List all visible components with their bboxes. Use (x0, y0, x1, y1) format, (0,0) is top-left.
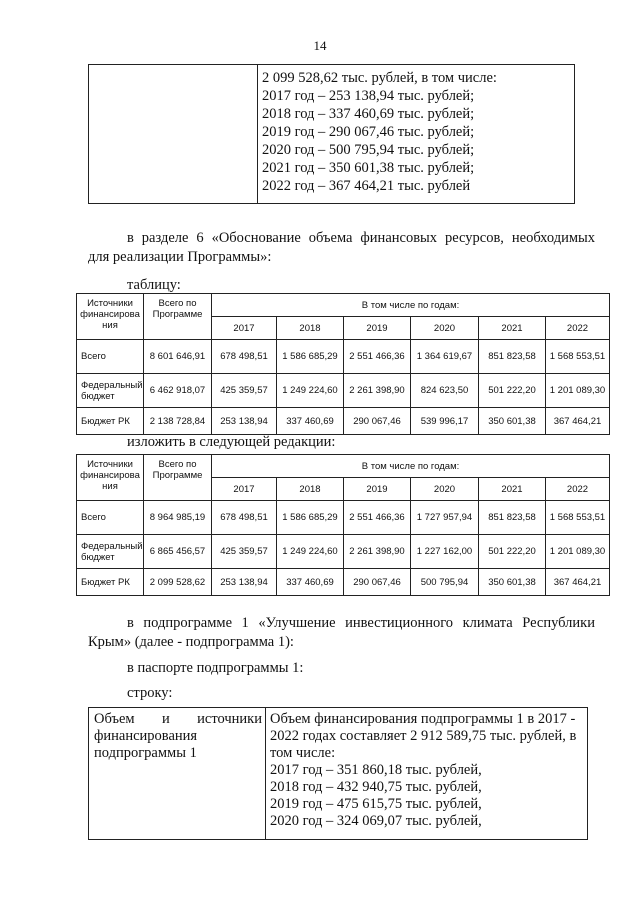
header-year: 2018 (277, 478, 344, 501)
label-table: таблицу: (127, 277, 181, 293)
header-year: 2019 (344, 478, 411, 501)
row-label: Бюджет РК (77, 569, 144, 596)
passport-label: в паспорте подпрограммы 1: (127, 660, 304, 676)
text-line: 2022 годах составляет 2 912 589,75 тыс. рублей, в (270, 728, 577, 744)
header-year: 2022 (546, 478, 610, 501)
cell-total: 8 964 985,19 (144, 501, 212, 535)
cell-value: 2 551 466,36 (344, 340, 411, 374)
header-year: 2020 (411, 317, 479, 340)
cell-value: 2 261 398,90 (344, 374, 411, 408)
row-label: Всего (77, 340, 144, 374)
header-years: В том числе по годам: (212, 455, 610, 478)
cell-total: 8 601 646,91 (144, 340, 212, 374)
financing-table-old (76, 293, 610, 435)
table-row (77, 569, 610, 596)
cell-value: 1 201 089,30 (546, 535, 610, 569)
cell-value: 678 498,51 (212, 340, 277, 374)
subprogram-label-cell (89, 708, 266, 840)
row-label: Бюджет РК (77, 408, 144, 435)
text-line: Объем финансирования подпрограммы 1 в 2017 - (270, 711, 576, 727)
header-year: 2018 (277, 317, 344, 340)
header-source: Источники финансирова ния (77, 294, 144, 340)
table-row (77, 340, 610, 374)
cell-value: 350 601,38 (479, 569, 546, 596)
text-line: 2018 год – 432 940,75 тыс. рублей, (270, 779, 482, 795)
header-year: 2021 (479, 317, 546, 340)
table-row (77, 408, 610, 435)
cell-value: 253 138,94 (212, 569, 277, 596)
table-row (77, 501, 610, 535)
cell-total: 2 138 728,84 (144, 408, 212, 435)
cell-value: 1 249 224,60 (277, 535, 344, 569)
header-year: 2017 (212, 317, 277, 340)
cell-value: 367 464,21 (546, 408, 610, 435)
cell-value: 1 364 619,67 (411, 340, 479, 374)
row-label: Федеральный бюджет (77, 374, 144, 408)
cell-value: 1 249 224,60 (277, 374, 344, 408)
cell-value: 425 359,57 (212, 374, 277, 408)
cell-value: 1 727 957,94 (411, 501, 479, 535)
cell-value: 1 586 685,29 (277, 340, 344, 374)
cell-value: 2 551 466,36 (344, 501, 411, 535)
summary-text-cell (258, 65, 575, 204)
cell-value: 253 138,94 (212, 408, 277, 435)
subprogram-paragraph-line2: Крым» (далее - подпрограмма 1): (88, 634, 294, 650)
financing-table-new (76, 454, 610, 596)
section6-paragraph-line1: в разделе 6 «Обоснование объема финансовых ресурсов, необходимых (127, 230, 595, 246)
header-year: 2021 (479, 478, 546, 501)
label-line: Объем и источники (94, 711, 262, 727)
cell-value: 1 586 685,29 (277, 501, 344, 535)
cell-value: 350 601,38 (479, 408, 546, 435)
section6-paragraph-line2: для реализации Программы»: (88, 249, 272, 265)
header-total: Всего по Программе (144, 455, 212, 501)
cell-total: 6 865 456,57 (144, 535, 212, 569)
summary-line: 2017 год – 253 138,94 тыс. рублей; (262, 88, 475, 104)
summary-line: 2018 год – 337 460,69 тыс. рублей; (262, 106, 475, 122)
page-number: 14 (313, 38, 327, 53)
label-line: финансирования (94, 728, 198, 744)
header-year: 2020 (411, 478, 479, 501)
text-line: 2020 год – 324 069,07 тыс. рублей, (270, 813, 482, 829)
row-label: Всего (77, 501, 144, 535)
row-label-text: строку: (127, 685, 173, 701)
cell-total: 6 462 918,07 (144, 374, 212, 408)
cell-value: 337 460,69 (277, 408, 344, 435)
summary-line: 2021 год – 350 601,38 тыс. рублей; (262, 160, 475, 176)
subprogram-text-cell (266, 708, 588, 840)
header-year: 2017 (212, 478, 277, 501)
cell-value: 290 067,46 (344, 569, 411, 596)
cell-value: 1 227 162,00 (411, 535, 479, 569)
summary-line: 2 099 528,62 тыс. рублей, в том числе: (262, 70, 497, 86)
cell-value: 1 568 553,51 (546, 340, 610, 374)
cell-value: 290 067,46 (344, 408, 411, 435)
table-row (77, 374, 610, 408)
cell-value: 425 359,57 (212, 535, 277, 569)
summary-line: 2019 год – 290 067,46 тыс. рублей; (262, 124, 475, 140)
cell-value: 851 823,58 (479, 501, 546, 535)
cell-value: 824 623,50 (411, 374, 479, 408)
cell-total: 2 099 528,62 (144, 569, 212, 596)
cell-value: 1 201 089,30 (546, 374, 610, 408)
row-label: Федеральный бюджет (77, 535, 144, 569)
table-row (77, 535, 610, 569)
header-year: 2019 (344, 317, 411, 340)
cell-value: 678 498,51 (212, 501, 277, 535)
cell-value: 501 222,20 (479, 535, 546, 569)
cell-value: 367 464,21 (546, 569, 610, 596)
subprogram-paragraph-line1: в подпрограмме 1 «Улучшение инвестиционного климата Республики (127, 615, 595, 631)
cell-value: 851 823,58 (479, 340, 546, 374)
label-new-edition: изложить в следующей редакции: (127, 434, 336, 450)
summary-line: 2022 год – 367 464,21 тыс. рублей (262, 178, 471, 194)
text-line: том числе: (270, 745, 336, 761)
text-line: 2017 год – 351 860,18 тыс. рублей, (270, 762, 482, 778)
header-total: Всего по Программе (144, 294, 212, 340)
cell-value: 337 460,69 (277, 569, 344, 596)
text-line: 2019 год – 475 615,75 тыс. рублей, (270, 796, 482, 812)
header-source: Источники финансирова ния (77, 455, 144, 501)
cell-value: 2 261 398,90 (344, 535, 411, 569)
cell-value: 539 996,17 (411, 408, 479, 435)
financing-summary-box (88, 64, 575, 204)
label-line: подпрограммы 1 (94, 745, 197, 761)
header-year: 2022 (546, 317, 610, 340)
summary-line: 2020 год – 500 795,94 тыс. рублей; (262, 142, 475, 158)
summary-empty-cell (89, 65, 258, 204)
header-years: В том числе по годам: (212, 294, 610, 317)
cell-value: 500 795,94 (411, 569, 479, 596)
subprogram-financing-box (88, 707, 588, 840)
cell-value: 1 568 553,51 (546, 501, 610, 535)
cell-value: 501 222,20 (479, 374, 546, 408)
